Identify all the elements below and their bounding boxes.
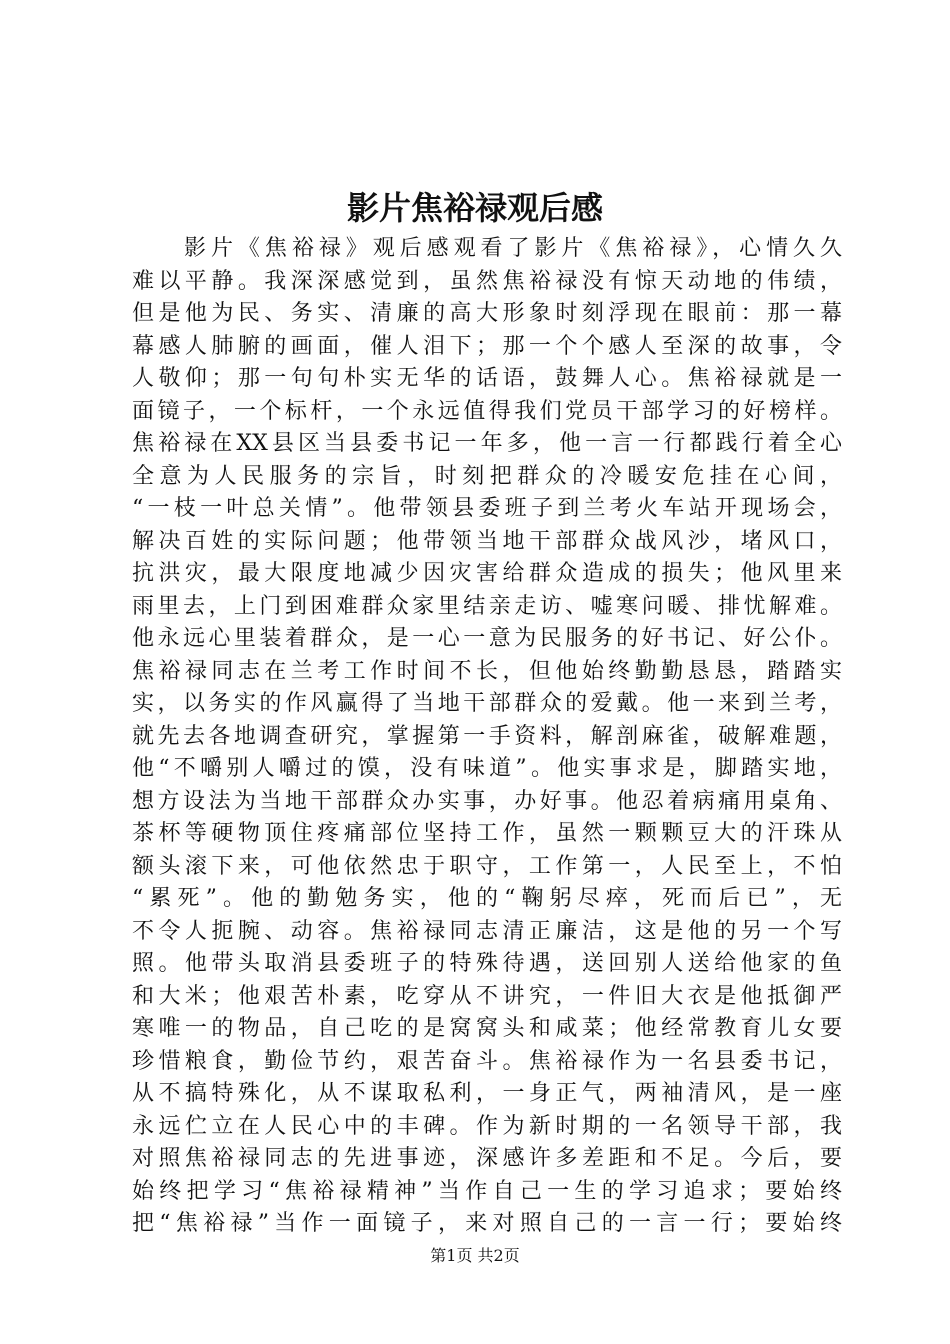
body-line: 对照焦裕禄同志的先进事迹，深感许多差距和不足。今后，要 <box>132 1146 842 1171</box>
body-line: 影片《焦裕禄》观后感观看了影片《焦裕禄》，心情久久 <box>184 236 842 261</box>
body-line: 照。他带头取消县委班子的特殊待遇，送回别人送给他家的鱼 <box>132 951 842 976</box>
body-line: 人敬仰；那一句句朴实无华的话语，鼓舞人心。焦裕禄就是一 <box>132 366 842 391</box>
body-line: 寒唯一的物品，自己吃的是窝窝头和咸菜；他经常教育儿女要 <box>132 1016 842 1041</box>
body-line: 幕感人肺腑的画面，催人泪下；那一个个感人至深的故事，令 <box>132 333 842 359</box>
body-line: 全意为人民服务的宗旨，时刻把群众的冷暖安危挂在心间， <box>132 463 842 489</box>
body-line: 他永远心里装着群众，是一心一意为民服务的好书记、好公仆。 <box>132 626 842 651</box>
body-line: 把“焦裕禄”当作一面镜子，来对照自己的一言一行；要始终 <box>132 1211 842 1236</box>
body-line: 从不搞特殊化，从不谋取私利，一身正气，两袖清风，是一座 <box>132 1081 842 1106</box>
body-line: 他“不嚼别人嚼过的馍，没有味道”。他实事求是，脚踏实地， <box>132 756 842 781</box>
body-line: 抗洪灾，最大限度地减少因灾害给群众造成的损失；他风里来 <box>132 561 842 586</box>
page-title: 影片焦裕禄观后感 <box>346 189 603 227</box>
body-line: 实，以务实的作风赢得了当地干部群众的爱戴。他一来到兰考， <box>132 691 842 716</box>
body-line: 但是他为民、务实、清廉的高大形象时刻浮现在眼前：那一幕 <box>132 301 842 326</box>
body-line: 面镜子，一个标杆，一个永远值得我们党员干部学习的好榜样。 <box>132 398 842 424</box>
body-line: 雨里去，上门到困难群众家里结亲走访、嘘寒问暖、排忧解难。 <box>132 593 842 619</box>
body-line: 焦裕禄在XX县区当县委书记一年多，他一言一行都践行着全心 <box>132 431 842 456</box>
body-line: 难以平静。我深深感觉到，虽然焦裕禄没有惊天动地的伟绩， <box>132 268 842 294</box>
body-line: 茶杯等硬物顶住疼痛部位坚持工作，虽然一颗颗豆大的汗珠从 <box>132 821 842 846</box>
body-line: 焦裕禄同志在兰考工作时间不长，但他始终勤勤恳恳，踏踏实 <box>132 658 842 684</box>
body-line: 不令人扼腕、动容。焦裕禄同志清正廉洁，这是他的另一个写 <box>132 918 842 944</box>
body-line: 始终把学习“焦裕禄精神”当作自己一生的学习追求；要始终 <box>132 1178 842 1204</box>
body-line: 解决百姓的实际问题；他带领当地干部群众战风沙，堵风口， <box>132 528 842 554</box>
body-line: 想方设法为当地干部群众办实事，办好事。他忍着病痛用桌角、 <box>132 788 842 814</box>
body-line: 永远伫立在人民心中的丰碑。作为新时期的一名领导干部，我 <box>132 1113 842 1139</box>
body-line: 和大米；他艰苦朴素，吃穿从不讲究，一件旧大衣是他抵御严 <box>132 983 842 1009</box>
document-body <box>132 233 842 1241</box>
body-line: 就先去各地调查研究，掌握第一手资料，解剖麻雀，破解难题， <box>132 723 842 749</box>
page-footer: 第1页 共2页 <box>430 1246 520 1265</box>
body-line: 额头滚下来，可他依然忠于职守，工作第一，人民至上，不怕 <box>132 853 842 879</box>
body-line: “累死”。他的勤勉务实，他的“鞠躬尽瘁，死而后已”，无 <box>132 886 842 911</box>
body-line: “一枝一叶总关情”。他带领县委班子到兰考火车站开现场会， <box>132 496 842 521</box>
body-line: 珍惜粮食，勤俭节约，艰苦奋斗。焦裕禄作为一名县委书记， <box>132 1048 842 1074</box>
